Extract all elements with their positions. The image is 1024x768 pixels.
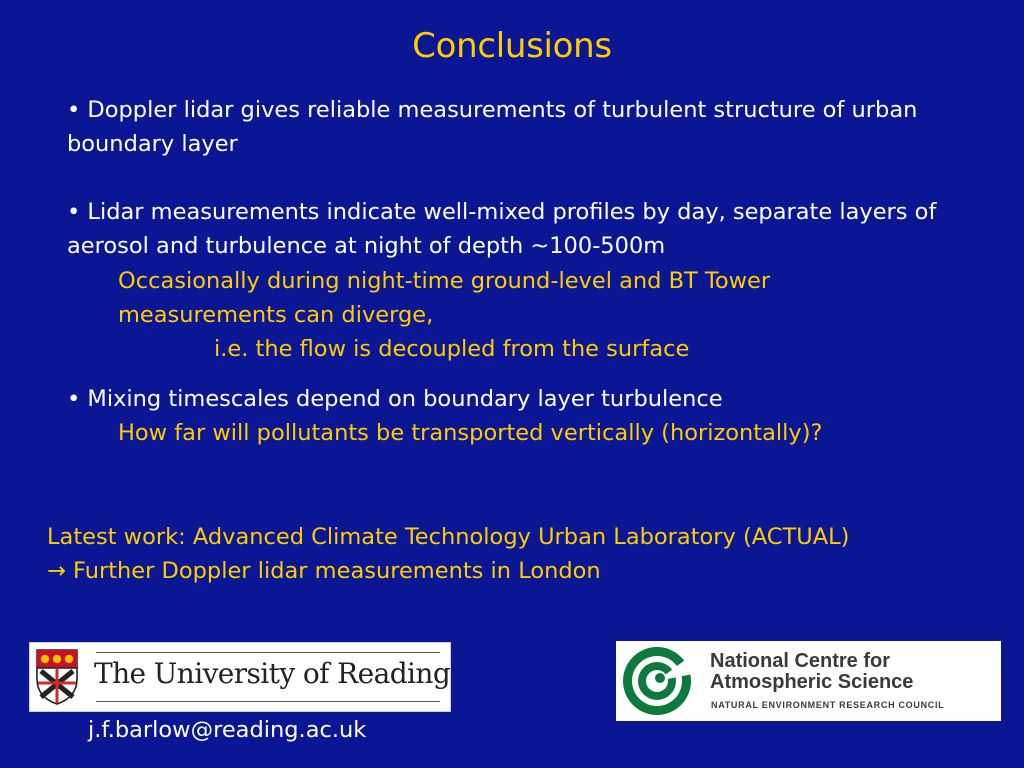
ncas-wordmark-line1: National Centre for — [710, 650, 891, 672]
slide-title: Conclusions — [412, 26, 612, 66]
reading-crest-icon — [36, 649, 78, 705]
ncas-subtitle: NATURAL ENVIRONMENT RESEARCH COUNCIL — [711, 700, 945, 710]
ncas-wordmark — [710, 651, 913, 693]
university-of-reading-logo — [29, 642, 451, 712]
reading-wordmark: The University of Reading — [94, 657, 451, 690]
reading-rule-bottom — [96, 701, 440, 702]
reading-rule-top — [96, 652, 440, 653]
bullet-lidar-measurements: • Lidar measurements indicate well-mixed profiles by day, separate layers of aerosol and turbulence at night of depth ~100-500m — [67, 199, 937, 259]
ncas-logo — [616, 641, 1001, 721]
bullet-lidar-subnote: Occasionally during night-time ground-level and BT Tower measurements can diverge, — [118, 268, 771, 328]
bullet-mixing-question: How far will pollutants be transported vertically (horizontally)? — [118, 420, 823, 446]
latest-work-followup: → Further Doppler lidar measurements in London — [47, 558, 601, 584]
bullet-doppler-lidar: • Doppler lidar gives reliable measurements of turbulent structure of urban boundary layer — [67, 97, 918, 157]
bullet-lidar-subnote-detail: i.e. the flow is decoupled from the surface — [214, 336, 690, 362]
ncas-wordmark-line2: Atmospheric Science — [710, 671, 914, 693]
latest-work-line: Latest work: Advanced Climate Technology Urban Laboratory (ACTUAL) — [47, 524, 850, 550]
bullet-mixing-timescales: • Mixing timescales depend on boundary layer turbulence — [67, 386, 723, 412]
ncas-swirl-icon — [619, 644, 695, 718]
contact-email: j.f.barlow@reading.ac.uk — [88, 717, 367, 743]
